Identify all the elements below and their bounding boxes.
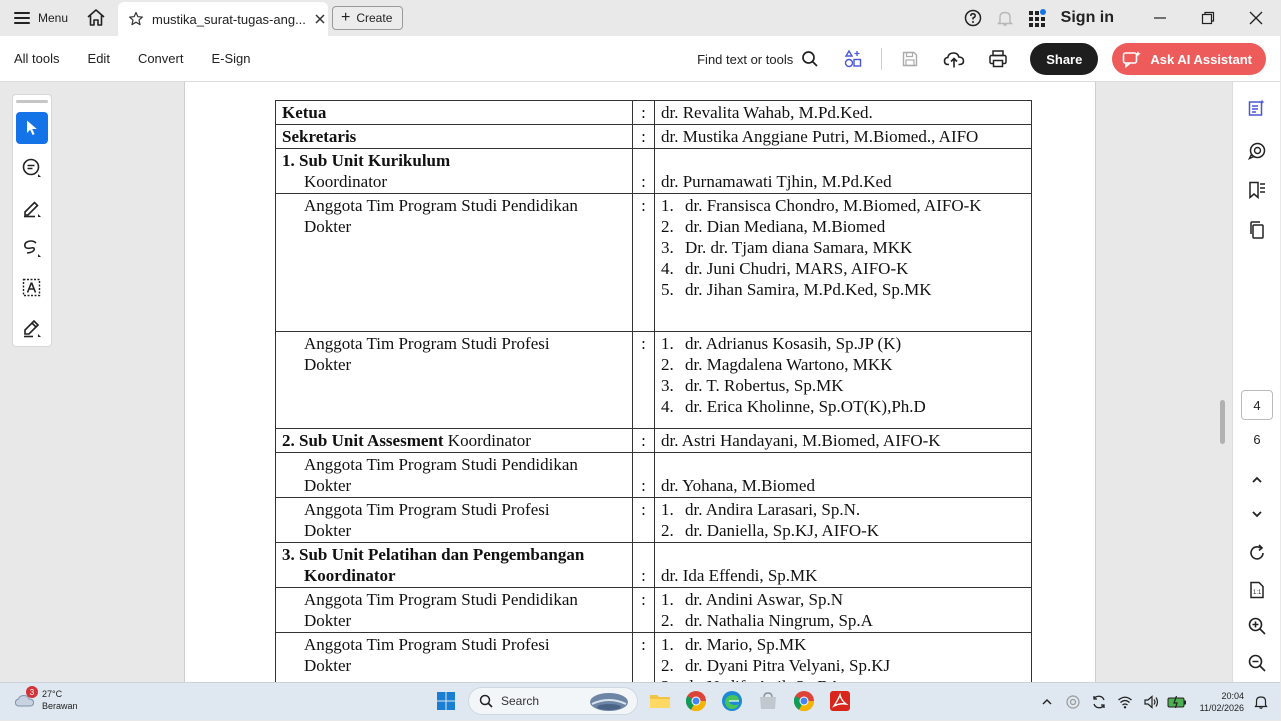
pdf-page (184, 82, 1096, 682)
quick-tools-rail (12, 94, 52, 347)
unit1-heading-cell (276, 149, 633, 194)
draw-tool-button[interactable] (16, 232, 48, 264)
unit2-pd-label-cell (276, 453, 633, 498)
chrome-icon (793, 690, 815, 712)
clock-date: 11/02/2026 (1199, 703, 1244, 713)
temperature-label: 27°C (42, 689, 63, 699)
comment-tool-button[interactable] (16, 152, 48, 184)
member-list (661, 195, 1025, 300)
wifi-icon (1117, 694, 1133, 710)
fill-sign-icon (21, 317, 43, 339)
text-tool-button[interactable] (16, 272, 48, 304)
comment-icon (21, 157, 43, 179)
next-page-button[interactable] (1233, 498, 1281, 530)
text-box-icon (21, 277, 43, 299)
unit3-heading-cell (276, 543, 633, 588)
colon-cell (633, 149, 655, 194)
colon: : (633, 633, 655, 699)
weather-widget[interactable] (14, 688, 78, 712)
list-item: 5. dr. Jihan Samira, M.Pd.Ked, Sp.MK (661, 280, 932, 299)
apps-button[interactable] (1021, 0, 1053, 36)
unit3-pd-label-cell (276, 588, 633, 633)
colon: : (633, 588, 655, 633)
unit3-pd-label-2: Dokter (304, 611, 352, 630)
table-row (276, 453, 1032, 498)
store-button[interactable] (754, 687, 782, 715)
list-item: 1. dr. Andira Larasari, Sp.N. (661, 500, 861, 519)
save-icon (901, 50, 919, 68)
chevron-up-icon (1041, 696, 1053, 708)
table-row (276, 429, 1032, 453)
unit2-pp-label: Anggota Tim Program Studi Profesi (304, 500, 550, 519)
battery-charging-icon (1167, 695, 1187, 709)
ketua-label: Ketua (276, 101, 633, 125)
edit-pdf-panel-button[interactable] (1233, 92, 1281, 124)
right-side-panel (1232, 82, 1280, 682)
volume-control[interactable] (1142, 693, 1160, 711)
previous-page-button[interactable] (1233, 464, 1281, 496)
table-row (276, 149, 1032, 194)
zoom-out-icon (1247, 653, 1267, 673)
unit2-pp-label-cell (276, 498, 633, 543)
search-highlight-icon (589, 691, 629, 713)
unit3-koordinator-label: Koordinator (304, 566, 396, 585)
table-row (276, 332, 1032, 429)
highlighter-icon (21, 197, 43, 219)
bell-icon (996, 9, 1014, 27)
sekretaris-label: Sekretaris (276, 125, 633, 149)
unit1-pd-label-cell (276, 194, 633, 332)
acrobat-icon (829, 690, 851, 712)
edge-icon (721, 690, 743, 712)
weather-notification-badge: 3 (26, 686, 38, 698)
cursor-icon (24, 119, 40, 137)
help-button[interactable] (957, 0, 989, 36)
vertical-scrollbar-thumb[interactable] (1220, 400, 1225, 444)
copy-pages-icon (1247, 220, 1267, 240)
toolbar-divider (881, 48, 882, 70)
sign-tool-button[interactable] (16, 312, 48, 344)
unit3-pd-members-cell (655, 588, 1032, 633)
location-icon (1065, 694, 1081, 710)
table-row (276, 125, 1032, 149)
colon: : (633, 101, 655, 125)
colon: : (633, 498, 655, 543)
file-explorer-button[interactable] (646, 687, 674, 715)
chevron-down-icon (1250, 507, 1264, 521)
unit1-pd-members-cell (655, 194, 1032, 332)
unit2-pd-label-2: Dokter (304, 476, 352, 495)
folder-icon (649, 691, 671, 711)
current-page-input[interactable]: 4 (1241, 390, 1273, 420)
list-item: 2. dr. Nathalia Ningrum, Sp.A (661, 611, 873, 630)
colon: : (641, 172, 646, 191)
colon: : (641, 476, 646, 495)
battery-status[interactable] (1168, 693, 1186, 711)
list-item: 2. dr. Daniella, Sp.KJ, AIFO-K (661, 521, 880, 540)
print-button[interactable] (978, 41, 1018, 77)
member-list (661, 499, 1025, 541)
start-button[interactable] (432, 687, 460, 715)
home-icon (86, 8, 106, 28)
close-icon (1249, 11, 1263, 25)
unit2-pp-label-2: Dokter (304, 521, 352, 540)
unit2-heading-cell (276, 429, 633, 453)
create-button[interactable] (332, 6, 403, 30)
sekretaris-value: dr. Mustika Anggiane Putri, M.Biomed., AIFO (655, 125, 1032, 149)
windows-taskbar (0, 682, 1280, 720)
ketua-value: dr. Revalita Wahab, M.Pd.Ked. (655, 101, 1032, 125)
table-row (276, 498, 1032, 543)
apps-grid-icon (1027, 8, 1047, 28)
comments-panel-button[interactable] (1233, 135, 1281, 167)
freehand-draw-icon (21, 237, 43, 259)
chrome-icon (685, 690, 707, 712)
search-icon (479, 694, 493, 708)
location-status[interactable] (1064, 693, 1082, 711)
unit3-koordinator-cell (655, 543, 1032, 588)
edit-document-icon (1247, 98, 1267, 118)
svg-text:1:1: 1:1 (1253, 590, 1262, 596)
minimize-icon (1153, 11, 1167, 25)
chevron-up-icon (1250, 473, 1264, 487)
unit2-pd-value: dr. Yohana, M.Biomed (661, 476, 815, 495)
close-window-button[interactable] (1232, 0, 1280, 36)
colon-cell (633, 453, 655, 498)
member-list (661, 589, 1025, 631)
edit-menu[interactable]: Edit (87, 51, 110, 66)
unit1-title: 1. Sub Unit Kurikulum (282, 151, 451, 170)
select-tool-button[interactable] (16, 112, 48, 144)
colon: : (633, 194, 655, 332)
notification-bell-icon (1253, 694, 1269, 710)
ai-tools-button[interactable] (833, 41, 873, 77)
share-button[interactable]: Share (1030, 43, 1098, 75)
esign-menu[interactable]: E-Sign (211, 51, 251, 66)
list-item: 1. dr. Adrianus Kosasih, Sp.JP (K) (661, 334, 902, 353)
edge-button[interactable] (718, 687, 746, 715)
windows-logo-icon (436, 691, 456, 711)
all-tools-menu[interactable]: All tools (14, 51, 60, 66)
search-icon (801, 50, 819, 68)
bookmark-icon (1247, 180, 1267, 200)
assignment-table (275, 100, 1032, 699)
refresh-icon (1247, 543, 1267, 563)
member-list (661, 333, 1025, 417)
printer-icon (988, 49, 1008, 69)
unit1-pp-label-2: Dokter (304, 355, 352, 374)
cloud-upload-icon (943, 49, 965, 69)
find-tools-search[interactable] (697, 50, 829, 68)
hamburger-icon (14, 12, 30, 24)
chrome-button[interactable] (682, 687, 710, 715)
list-item: 1. dr. Andini Aswar, Sp.N (661, 590, 843, 609)
sync-icon (1091, 694, 1107, 710)
sync-status[interactable] (1090, 693, 1108, 711)
zoom-in-button[interactable] (1233, 610, 1281, 642)
upload-cloud-button[interactable] (934, 41, 974, 77)
list-item: 1. dr. Mario, Sp.MK (661, 635, 807, 654)
ask-ai-assistant-button[interactable] (1112, 43, 1266, 75)
unit1-pp-label: Anggota Tim Program Studi Profesi (304, 334, 550, 353)
weather-condition-label: Berawan (42, 701, 78, 711)
help-icon (964, 9, 982, 27)
save-button[interactable] (890, 41, 930, 77)
list-item: 4. dr. Juni Chudri, MARS, AIFO-K (661, 259, 909, 278)
taskbar-search[interactable] (468, 687, 638, 715)
unit1-koordinator-cell (655, 149, 1032, 194)
highlight-tool-button[interactable] (16, 192, 48, 224)
sign-in-button[interactable]: Sign in (1060, 9, 1114, 26)
find-label: Find text or tools (697, 51, 794, 67)
main-toolbar (0, 36, 1280, 82)
list-item: 2. dr. Dyani Pitra Velyani, Sp.KJ (661, 656, 891, 675)
minimize-button[interactable] (1136, 0, 1184, 36)
store-bag-icon (757, 690, 779, 712)
title-bar (0, 0, 1280, 36)
notifications-button[interactable] (989, 0, 1021, 36)
wifi-status[interactable] (1116, 693, 1134, 711)
tab-title: mustika_surat-tugas-ang... (152, 11, 306, 27)
star-icon[interactable] (128, 11, 144, 27)
table-row (276, 588, 1032, 633)
convert-menu[interactable]: Convert (137, 51, 184, 66)
unit3-title: 3. Sub Unit Pelatihan dan Pengembangan (282, 545, 585, 564)
table-row (276, 101, 1032, 125)
document-tab[interactable] (118, 2, 328, 36)
clock-time: 20:04 (1221, 691, 1244, 701)
zoom-in-icon (1247, 616, 1267, 636)
unit2-pp-members-cell (655, 498, 1032, 543)
unit3-pp-label: Anggota Tim Program Studi Profesi (304, 635, 550, 654)
rotate-button[interactable] (1233, 537, 1281, 569)
unit1-pp-members-cell (655, 332, 1032, 429)
speaker-icon (1143, 694, 1159, 710)
unit1-pp-label-cell (276, 332, 633, 429)
table-row (276, 194, 1032, 332)
list-item: 2. dr. Dian Mediana, M.Biomed (661, 217, 886, 236)
unit2-koordinator-label: Koordinator (443, 431, 531, 450)
unit2-pd-value-cell (655, 453, 1032, 498)
table-row (276, 543, 1032, 588)
list-item: 4. dr. Erica Kholinne, Sp.OT(K),Ph.D (661, 397, 926, 416)
unit1-pd-label-2: Dokter (304, 217, 352, 236)
menu-label: Menu (38, 11, 69, 25)
chrome-profile-button[interactable] (790, 687, 818, 715)
rail-grip-handle[interactable] (16, 100, 48, 103)
taskbar-clock[interactable] (1200, 690, 1244, 714)
home-button[interactable] (78, 0, 114, 36)
list-item: 3. Dr. dr. Tjam diana Samara, MKK (661, 238, 913, 257)
list-item: 3. dr. T. Robertus, Sp.MK (661, 376, 844, 395)
fit-page-button[interactable] (1233, 574, 1281, 606)
acrobat-button[interactable] (826, 687, 854, 715)
unit2-koordinator-value: dr. Astri Handayani, M.Biomed, AIFO-K (655, 429, 1032, 453)
unit2-title: 2. Sub Unit Assesment (282, 431, 444, 450)
total-pages-label: 6 (1253, 432, 1261, 447)
unit3-pd-label: Anggota Tim Program Studi Pendidikan (304, 590, 578, 609)
ai-shapes-icon (843, 49, 863, 69)
show-hidden-icons-button[interactable] (1038, 693, 1056, 711)
create-label: Create (356, 11, 393, 25)
pages-panel-button[interactable] (1233, 214, 1281, 246)
unit3-koordinator-value: dr. Ida Effendi, Sp.MK (661, 566, 818, 585)
notification-center-button[interactable] (1252, 693, 1270, 711)
maximize-button[interactable] (1184, 0, 1232, 36)
menu-button[interactable] (0, 0, 78, 36)
cloud-icon (14, 689, 36, 711)
list-item: 1. dr. Fransisca Chondro, M.Biomed, AIFO-K (661, 196, 982, 215)
zoom-out-button[interactable] (1233, 647, 1281, 679)
unit3-pp-label-2: Dokter (304, 656, 352, 675)
ask-ai-label: Ask AI Assistant (1150, 51, 1252, 67)
list-item: 2. dr. Magdalena Wartono, MKK (661, 355, 893, 374)
unit1-pd-label: Anggota Tim Program Studi Pendidikan (304, 196, 578, 215)
colon-cell (633, 543, 655, 588)
close-tab-icon[interactable] (314, 13, 326, 25)
search-label: Search (501, 694, 540, 708)
unit2-pd-label: Anggota Tim Program Studi Pendidikan (304, 455, 578, 474)
restore-icon (1201, 11, 1215, 25)
colon: : (633, 332, 655, 429)
document-viewport[interactable] (0, 82, 1232, 682)
colon: : (633, 429, 655, 453)
colon: : (633, 125, 655, 149)
unit1-koordinator-value: dr. Purnamawati Tjhin, M.Pd.Ked (661, 172, 892, 191)
plus-icon: + (341, 9, 351, 26)
page-fit-icon (1247, 580, 1267, 600)
unit1-koordinator-label: Koordinator (304, 172, 388, 191)
comment-bubble-icon (1247, 141, 1267, 161)
colon: : (641, 566, 646, 585)
bookmarks-panel-button[interactable] (1233, 174, 1281, 206)
ai-assistant-icon (1122, 50, 1142, 68)
